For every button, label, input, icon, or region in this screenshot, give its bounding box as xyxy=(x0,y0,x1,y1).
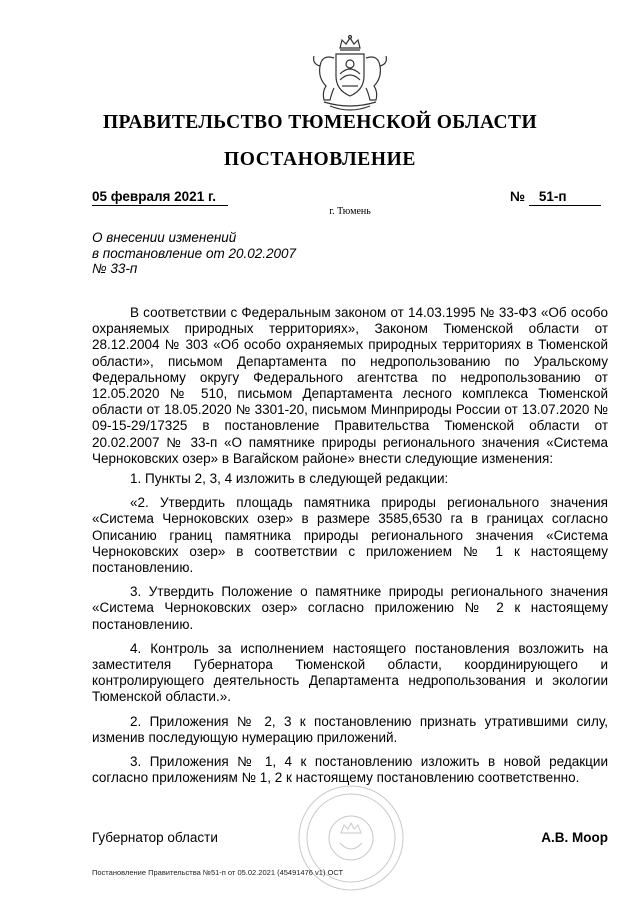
coat-of-arms-icon xyxy=(302,34,398,114)
paragraph-item-3: 3. Приложения № 1, 4 к постановлению изложить в новой редакции согласно приложениям № 1, 2 к настоящему постановлению соответственно. xyxy=(92,754,608,786)
paragraph-clause-3: 3. Утвердить Положение о памятнике природы регионального значения «Система Черноковских озер» согласно приложению № 2 к настоящему постановлению. xyxy=(92,584,608,632)
document-subject xyxy=(92,230,296,277)
subject-line: в постановление от 20.02.2007 xyxy=(92,245,297,261)
government-title: ПРАВИТЕЛЬСТВО ТЮМЕНСКОЙ ОБЛАСТИ xyxy=(102,112,538,133)
number-prefix: № xyxy=(510,189,526,204)
number-value: 51-п xyxy=(529,189,601,206)
paragraph-clause-2: «2. Утвердить площадь памятника природы регионального значения «Система Черноковских озер» в размере 3585,6530 га в границах согласно Описанию границ памятника природы регионального значения «Система Черноковских озер» в соответствии с приложением № 1 к настоящему постановлению. xyxy=(92,495,608,576)
subject-line: О внесении изменений xyxy=(92,230,237,245)
document-date: 05 февраля 2021 г. xyxy=(92,189,228,206)
paragraph-item-2: 2. Приложения № 2, 3 к постановлению признать утратившими силу, изменив последующую нумерацию приложений. xyxy=(92,713,608,745)
city: г. Тюмень xyxy=(329,206,371,217)
signatory-position: Губернатор области xyxy=(92,830,218,845)
signatory-name: А.В. Моор xyxy=(541,830,608,845)
subject-line: № 33-п xyxy=(92,261,138,276)
paragraph-item-1: 1. Пункты 2, 3, 4 изложить в следующей редакции: xyxy=(130,471,449,487)
document-footer: Постановление Правительства №51-п от 05.02.2021 (45491476 v1) ОСТ xyxy=(92,868,344,877)
document-type: ПОСТАНОВЛЕНИЕ xyxy=(223,149,417,170)
paragraph-clause-4: 4. Контроль за исполнением настоящего постановления возложить на заместителя Губернатора Тюменской области, координирующего и контролирующего деятельность Департамента недропользования и экологии Тюменской области.». xyxy=(92,640,608,705)
paragraph-preamble: В соответствии с Федеральным законом от 14.03.1995 № 33-ФЗ «Об особо охраняемых природных территориях», Законом Тюменской области от 28.12.2004 № 303 «Об особо охраняемых природных территориях в Тюменской области», письмом Департамента по недропользованию по Уральскому Федеральному округу Федерального агентства по недропользованию от 12.05.2020 № 510, письмом Департамента лесного комплекса Тюменской области от 18.05.2020 № 3301-20, письмом Минприроды России от 13.07.2020 № 09-15-29/17325 в постановление Правительства Тюменской области от 20.02.2007 № 33-п «О памятнике природы регионального значения «Система Черноковских озер» в Вагайском районе» внести следующие изменения: xyxy=(92,305,608,466)
document-body xyxy=(92,305,608,786)
document-number xyxy=(510,189,601,206)
